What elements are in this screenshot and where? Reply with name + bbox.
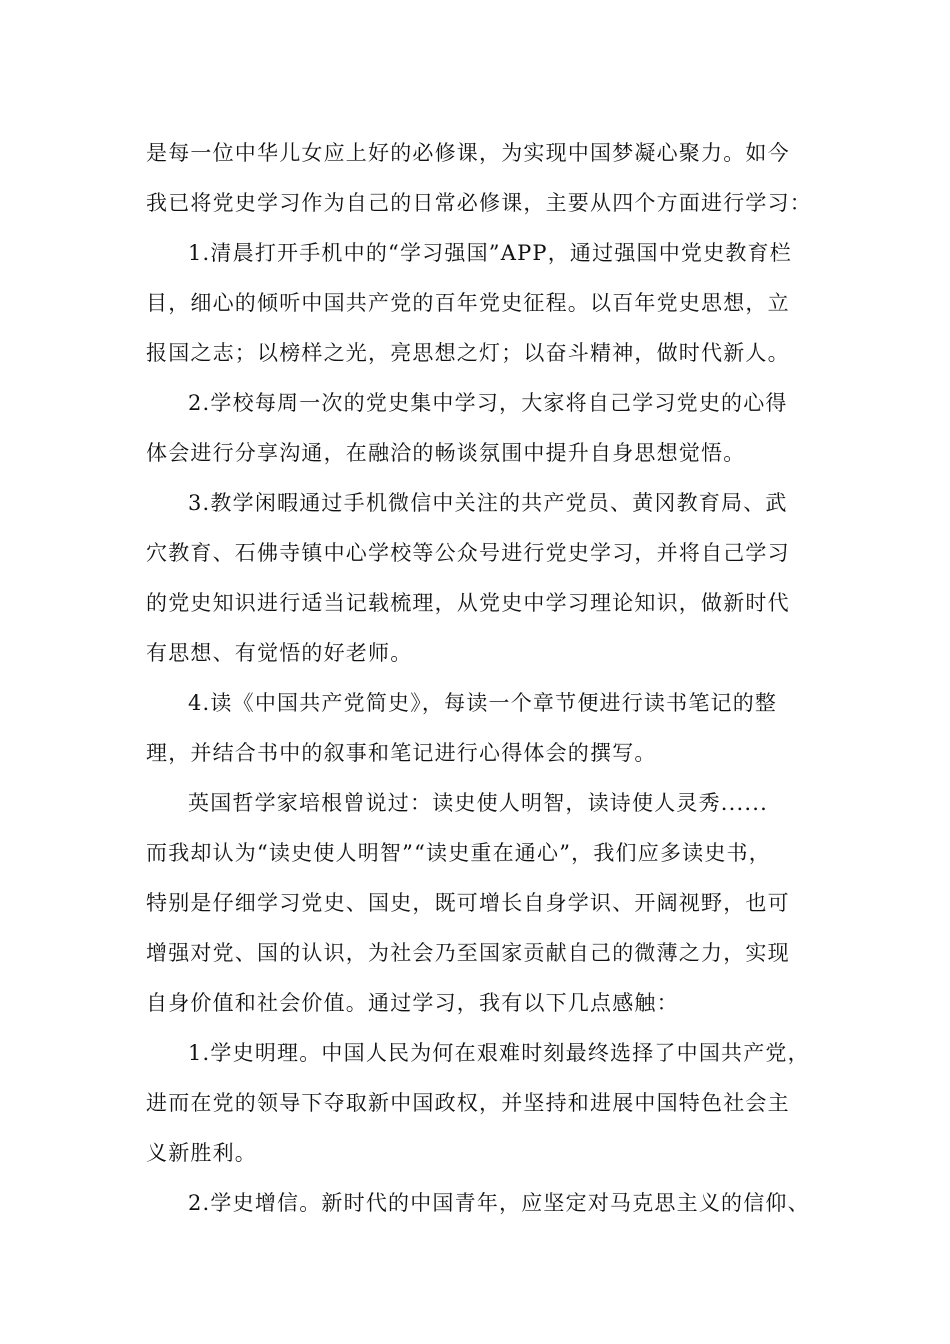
text-line: 有思想、有觉悟的好老师。 bbox=[146, 641, 413, 665]
text-line: 1.学史明理。中国人民为何在艰难时刻最终选择了中国共产党， bbox=[188, 1041, 810, 1065]
text-line: 理，并结合书中的叙事和笔记进行心得体会的撰写。 bbox=[146, 741, 657, 765]
text-line: 4.读《中国共产党简史》，每读一个章节便进行读书笔记的整 bbox=[188, 691, 778, 715]
text-line: 2.学史增信。新时代的中国青年，应坚定对马克思主义的信仰、 bbox=[188, 1191, 810, 1215]
text-line: 英国哲学家培根曾说过：读史使人明智，读诗使人灵秀...... bbox=[188, 791, 769, 815]
text-line: 的党史知识进行适当记载梳理，从党史中学习理论知识，做新时代 bbox=[146, 591, 790, 615]
text-line: 特别是仔细学习党史、国史，既可增长自身学识、开阔视野，也可 bbox=[146, 891, 790, 915]
text-line: 而我却认为“读史使人明智”“读史重在通心”，我们应多读史书， bbox=[146, 841, 771, 865]
text-line: 进而在党的领导下夺取新中国政权，并坚持和进展中国特色社会主 bbox=[146, 1091, 790, 1115]
text-line: 增强对党、国的认识，为社会乃至国家贡献自己的微薄之力，实现 bbox=[146, 941, 790, 965]
text-line: 穴教育、石佛寺镇中心学校等公众号进行党史学习，并将自己学习 bbox=[146, 541, 790, 565]
text-line: 报国之志；以榜样之光，亮思想之灯；以奋斗精神，做时代新人。 bbox=[146, 341, 790, 365]
text-line: 目，细心的倾听中国共产党的百年党史征程。以百年党史思想，立 bbox=[146, 291, 790, 315]
text-line: 体会进行分享沟通，在融洽的畅谈氛围中提升自身思想觉悟。 bbox=[146, 441, 746, 465]
text-line: 义新胜利。 bbox=[146, 1141, 257, 1165]
text-line: 3.教学闲暇通过手机微信中关注的共产党员、黄冈教育局、武 bbox=[188, 491, 788, 515]
text-line: 2.学校每周一次的党史集中学习，大家将自己学习党史的心得 bbox=[188, 391, 788, 415]
text-line: 是每一位中华儿女应上好的必修课，为实现中国梦凝心聚力。如今 bbox=[146, 141, 790, 165]
text-line: 自身价值和社会价值。通过学习，我有以下几点感触： bbox=[146, 991, 679, 1015]
text-line: 1.清晨打开手机中的“学习强国”APP，通过强国中党史教育栏 bbox=[188, 241, 792, 265]
text-line: 我已将党史学习作为自己的日常必修课，主要从四个方面进行学习： bbox=[146, 191, 812, 215]
